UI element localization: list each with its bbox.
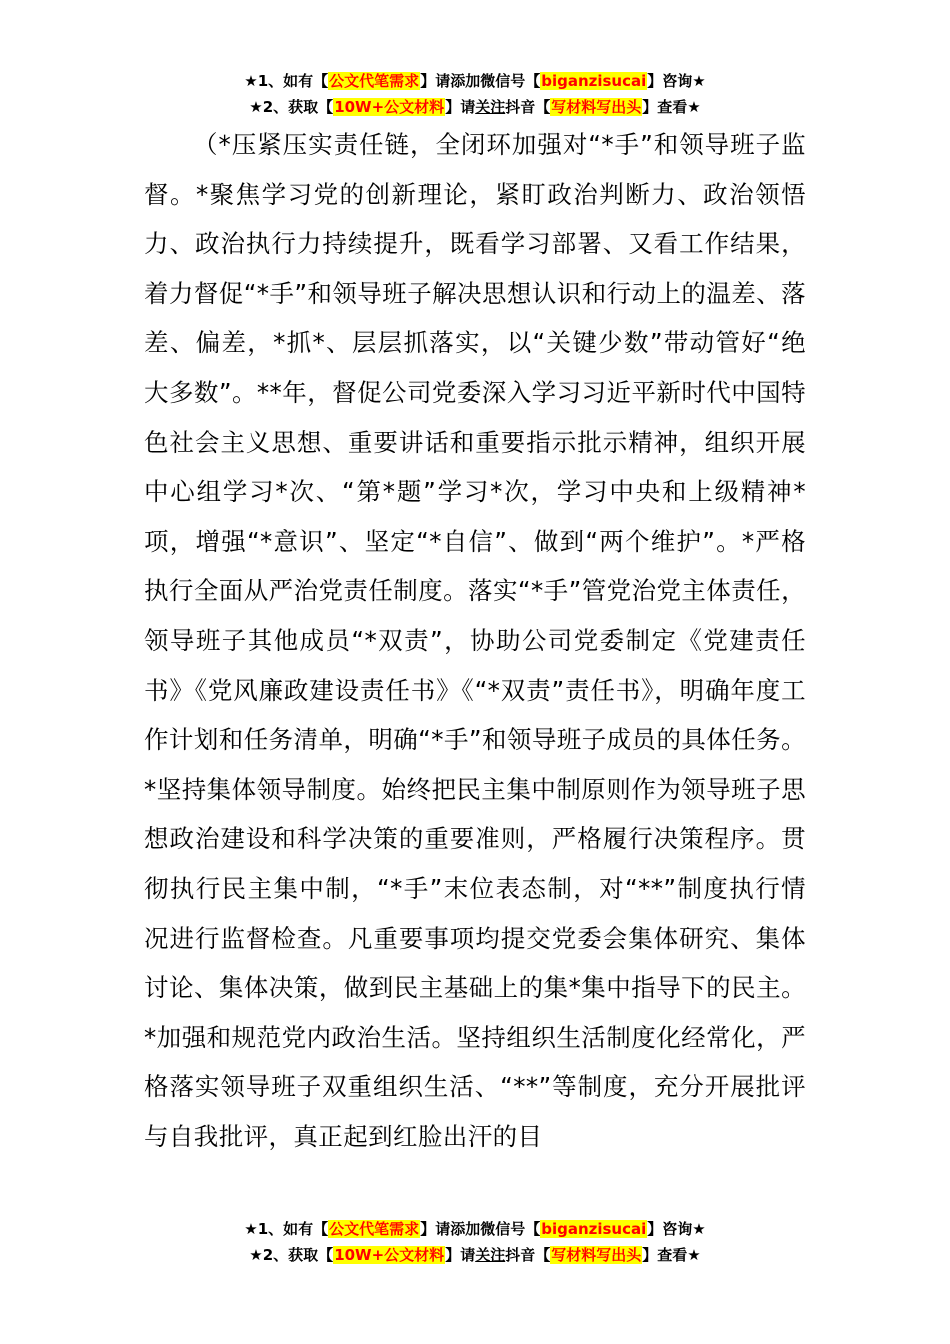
top-banner xyxy=(0,68,950,120)
banner-line-2: ★2、获取【10W+公文材料】请关注抖音【写材料写出头】查看★ xyxy=(249,1246,701,1264)
banner-line-1: ★1、如有【公文代笔需求】请添加微信号【biganzisucai】咨询★ xyxy=(244,72,706,90)
bottom-banner xyxy=(0,1216,950,1268)
highlight-materials: 10W+公文材料 xyxy=(334,98,445,116)
underlined-follow: 关注 xyxy=(475,1246,506,1264)
highlight-service: 公文代笔需求 xyxy=(329,72,420,90)
banner-line-2: ★2、获取【10W+公文材料】请关注抖音【写材料写出头】查看★ xyxy=(249,98,701,116)
highlight-service: 公文代笔需求 xyxy=(329,1220,420,1238)
highlight-douyin: 写材料写出头 xyxy=(551,98,642,116)
highlight-douyin: 写材料写出头 xyxy=(551,1246,642,1264)
highlight-wechat-id: biganzisucai xyxy=(541,1220,647,1238)
highlight-wechat-id: biganzisucai xyxy=(541,72,647,90)
highlight-materials: 10W+公文材料 xyxy=(334,1246,445,1264)
banner-line-1: ★1、如有【公文代笔需求】请添加微信号【biganzisucai】咨询★ xyxy=(244,1220,706,1238)
underlined-follow: 关注 xyxy=(475,98,506,116)
document-body: （*压紧压实责任链，全闭环加强对“*手”和领导班子监督。*聚焦学习党的创新理论，紧盯政治判断力、政治领悟力、政治执行力持续提升，既看学习部署、又看工作结果，着力督促“*手”和领导班子解决思想认识和行动上的温差、落差、偏差，*抓*、层层抓落实，以“关键少数”带动管好“绝大多数”。**年，督促公司党委深入学习习近平新时代中国特色社会主义思想、重要讲话和重要指示批示精神，组织开展中心组学习*次、“第*题”学习*次，学习中央和上级精神*项，增强“*意识”、坚定“*自信”、做到“两个维护”。*严格执行全面从严治党责任制度。落实“*手”管党治党主体责任，领导班子其他成员“*双责”，协助公司党委制定《党建责任书》《党风廉政建设责任书》《“*双责”责任书》，明确年度工作计划和任务清单，明确“*手”和领导班子成员的具体任务。*坚持集体领导制度。始终把民主集中制原则作为领导班子思想政治建设和科学决策的重要准则，严格履行决策程序。贯彻执行民主集中制，“*手”末位表态制，对“**”制度执行情况进行监督检查。凡重要事项均提交党委会集体研究、集体讨论、集体决策，做到民主基础上的集*集中指导下的民主。*加强和规范党内政治生活。坚持组织生活制度化经常化，严格落实领导班子双重组织生活、“**”等制度，充分开展批评与自我批评，真正起到红脸出汗的目 xyxy=(144,130,806,1151)
